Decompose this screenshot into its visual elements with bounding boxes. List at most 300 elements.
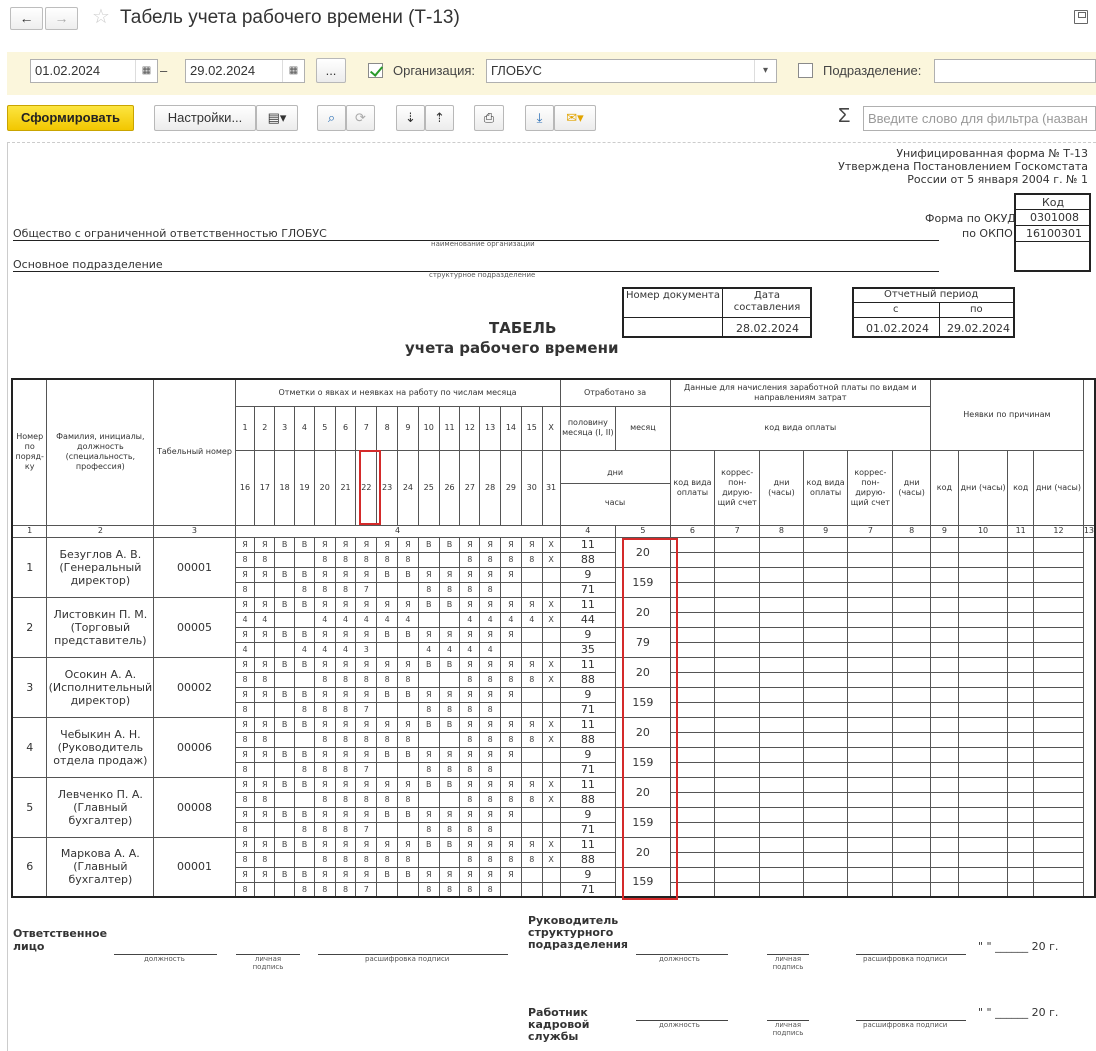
day-header: 19 bbox=[295, 450, 315, 525]
day-mark: 8 bbox=[314, 702, 335, 717]
day-mark: Я bbox=[314, 837, 335, 852]
day-mark: В bbox=[295, 597, 315, 612]
empty-cell bbox=[760, 627, 804, 642]
day-mark: В bbox=[439, 597, 460, 612]
day-mark: Я bbox=[377, 837, 398, 852]
day-mark bbox=[542, 702, 560, 717]
day-mark: Я bbox=[418, 867, 439, 882]
employee-num: 3 bbox=[12, 657, 47, 717]
empty-cell bbox=[931, 747, 959, 762]
period-from-label: с bbox=[893, 304, 899, 315]
day-mark: Я bbox=[335, 567, 356, 582]
empty-cell bbox=[1034, 552, 1084, 567]
day-mark: 8 bbox=[335, 672, 356, 687]
empty-cell bbox=[1034, 582, 1084, 597]
empty-cell bbox=[1008, 882, 1034, 897]
table-row bbox=[12, 837, 1095, 852]
header-days-hours bbox=[560, 450, 670, 525]
day-mark: Я bbox=[460, 597, 480, 612]
empty-cell bbox=[931, 717, 959, 732]
day-mark: 8 bbox=[460, 552, 480, 567]
day-header: 4 bbox=[295, 406, 315, 450]
caption-position: должность bbox=[659, 1021, 700, 1029]
empty-cell bbox=[715, 627, 760, 642]
empty-cell bbox=[1034, 837, 1084, 852]
day-mark: Я bbox=[398, 837, 419, 852]
sum-icon[interactable]: Σ bbox=[838, 105, 851, 127]
day-mark: 8 bbox=[295, 822, 315, 837]
header-marks: Отметки о явках и неявках на работу по числам месяца bbox=[235, 379, 560, 406]
empty-cell bbox=[958, 582, 1008, 597]
day-mark: Я bbox=[356, 597, 377, 612]
day-mark: 8 bbox=[377, 732, 398, 747]
empty-cell bbox=[803, 567, 848, 582]
day-mark: Я bbox=[235, 747, 255, 762]
day-mark bbox=[275, 762, 295, 777]
day-mark: 4 bbox=[480, 612, 501, 627]
day-mark bbox=[398, 582, 419, 597]
filter-search-input[interactable]: Введите слово для фильтра (назван bbox=[863, 106, 1096, 131]
day-mark: Я bbox=[255, 867, 275, 882]
colnum: 11 bbox=[1008, 525, 1034, 537]
empty-cell bbox=[958, 732, 1008, 747]
search-next-button[interactable] bbox=[346, 105, 375, 131]
department-select[interactable] bbox=[934, 59, 1096, 83]
day-header: 21 bbox=[335, 450, 356, 525]
empty-cell bbox=[1034, 702, 1084, 717]
favorite-star-icon[interactable]: ☆ bbox=[92, 6, 110, 28]
empty-cell bbox=[848, 717, 893, 732]
day-mark: Я bbox=[398, 717, 419, 732]
empty-cell bbox=[715, 837, 760, 852]
empty-cell bbox=[715, 687, 760, 702]
save-file-button[interactable] bbox=[525, 105, 554, 131]
date-template: " " ______ 20 г. bbox=[978, 940, 1059, 953]
empty-cell bbox=[760, 552, 804, 567]
send-email-button[interactable] bbox=[554, 105, 596, 131]
empty-cell bbox=[715, 537, 760, 552]
day-mark: 8 bbox=[460, 762, 480, 777]
day-mark bbox=[521, 702, 542, 717]
download-icon: ⤓ bbox=[536, 110, 543, 125]
day-mark: 8 bbox=[480, 582, 501, 597]
half-month-value: 71 bbox=[560, 582, 616, 597]
day-mark: Я bbox=[439, 747, 460, 762]
day-mark: 8 bbox=[235, 552, 255, 567]
half-month-value: 11 bbox=[560, 597, 616, 612]
day-mark: В bbox=[295, 537, 315, 552]
day-mark: Я bbox=[356, 837, 377, 852]
day-mark: 8 bbox=[335, 822, 356, 837]
day-mark: 8 bbox=[398, 732, 419, 747]
day-mark: 8 bbox=[255, 732, 275, 747]
header-abs-days: дни (часы) bbox=[1034, 450, 1084, 525]
half-month-value: 88 bbox=[560, 552, 616, 567]
day-mark: Я bbox=[314, 867, 335, 882]
day-mark: 8 bbox=[439, 702, 460, 717]
empty-cell bbox=[848, 777, 893, 792]
day-mark: 8 bbox=[501, 672, 522, 687]
day-mark bbox=[255, 882, 275, 897]
employee-name: Безуглов А. В. (Генеральный директор) bbox=[47, 537, 154, 597]
day-mark: Я bbox=[501, 597, 522, 612]
employee-name: Осокин А. А. (Исполнительный директор) bbox=[47, 657, 154, 717]
day-mark: Я bbox=[255, 657, 275, 672]
day-mark bbox=[542, 642, 560, 657]
day-mark: В bbox=[398, 567, 419, 582]
empty-cell bbox=[1034, 597, 1084, 612]
date-template: " " ______ 20 г. bbox=[978, 1006, 1059, 1019]
table-row bbox=[12, 657, 1095, 672]
day-mark: Я bbox=[377, 777, 398, 792]
day-mark bbox=[398, 702, 419, 717]
day-mark: Я bbox=[314, 747, 335, 762]
collapse-groups-button[interactable] bbox=[396, 105, 425, 131]
day-mark bbox=[542, 627, 560, 642]
day-mark: 8 bbox=[356, 732, 377, 747]
day-mark bbox=[295, 792, 315, 807]
day-mark: Я bbox=[418, 747, 439, 762]
day-mark: Я bbox=[501, 837, 522, 852]
empty-cell bbox=[803, 537, 848, 552]
day-mark: Я bbox=[255, 807, 275, 822]
empty-cell bbox=[715, 852, 760, 867]
empty-cell bbox=[1008, 867, 1034, 882]
empty-cell bbox=[931, 582, 959, 597]
empty-cell bbox=[958, 747, 1008, 762]
divider bbox=[1014, 241, 1091, 242]
day-mark: Я bbox=[335, 837, 356, 852]
day-mark: Я bbox=[255, 537, 275, 552]
caption-position: должность bbox=[144, 955, 185, 963]
day-mark: В bbox=[398, 687, 419, 702]
header-name: Фамилия, инициалы, должность (специальность, профессия) bbox=[47, 379, 154, 525]
empty-cell bbox=[715, 732, 760, 747]
save-icon[interactable] bbox=[1074, 10, 1088, 24]
day-mark bbox=[275, 642, 295, 657]
table-row bbox=[12, 537, 1095, 552]
department-checkbox[interactable] bbox=[798, 63, 813, 78]
day-mark: 4 bbox=[255, 612, 275, 627]
day-mark: В bbox=[275, 597, 295, 612]
day-mark bbox=[542, 807, 560, 822]
day-mark: 4 bbox=[398, 612, 419, 627]
day-header: 1 bbox=[235, 406, 255, 450]
empty-cell bbox=[958, 552, 1008, 567]
day-header: 2 bbox=[255, 406, 275, 450]
sort-asc-icon: ⇣ bbox=[405, 110, 416, 125]
calendar-icon[interactable]: ▦ bbox=[282, 60, 304, 82]
empty-cell bbox=[760, 867, 804, 882]
empty-cell bbox=[848, 732, 893, 747]
period-to: 29.02.2024 bbox=[947, 322, 1010, 335]
day-mark: Я bbox=[377, 717, 398, 732]
day-mark: Я bbox=[335, 597, 356, 612]
empty-cell bbox=[893, 597, 931, 612]
header-month: месяц bbox=[616, 406, 670, 450]
day-mark: В bbox=[418, 537, 439, 552]
divider bbox=[622, 317, 812, 318]
day-mark: 8 bbox=[314, 792, 335, 807]
period-select-button[interactable]: ... bbox=[316, 58, 346, 83]
search-button[interactable] bbox=[317, 105, 346, 131]
day-mark: 8 bbox=[418, 762, 439, 777]
dept-caption: структурное подразделение bbox=[429, 271, 536, 279]
header-worked: Отработано за bbox=[560, 379, 670, 406]
colnum: 12 bbox=[1034, 525, 1084, 537]
day-mark: Я bbox=[521, 717, 542, 732]
divider bbox=[722, 287, 723, 338]
day-mark bbox=[542, 882, 560, 897]
empty-cell bbox=[1034, 792, 1084, 807]
org-caption: наименование организации bbox=[431, 240, 535, 248]
day-mark bbox=[521, 687, 542, 702]
day-mark: В bbox=[377, 807, 398, 822]
day-mark: Я bbox=[501, 657, 522, 672]
day-mark: 8 bbox=[480, 792, 501, 807]
day-mark: Я bbox=[235, 627, 255, 642]
day-mark: Я bbox=[235, 657, 255, 672]
variants-menu-button[interactable] bbox=[256, 105, 298, 131]
empty-cell bbox=[715, 657, 760, 672]
day-mark: В bbox=[439, 717, 460, 732]
day-mark: X bbox=[542, 777, 560, 792]
empty-cell bbox=[1034, 747, 1084, 762]
highlight-day-22 bbox=[359, 450, 381, 525]
empty-cell bbox=[1034, 807, 1084, 822]
day-mark: Я bbox=[521, 777, 542, 792]
day-mark: Я bbox=[314, 657, 335, 672]
header-abs-code: код bbox=[1008, 450, 1034, 525]
colnum: 4 bbox=[235, 525, 560, 537]
empty-cell bbox=[893, 762, 931, 777]
day-mark: 8 bbox=[295, 702, 315, 717]
empty-cell bbox=[931, 612, 959, 627]
day-mark: 8 bbox=[439, 882, 460, 897]
day-mark: 8 bbox=[235, 852, 255, 867]
day-mark: X bbox=[542, 657, 560, 672]
settings-button[interactable]: Настройки... bbox=[154, 105, 256, 131]
day-mark: 8 bbox=[460, 822, 480, 837]
empty-cell bbox=[803, 717, 848, 732]
day-mark: 8 bbox=[314, 762, 335, 777]
organization-label: Организация: bbox=[393, 63, 476, 78]
day-header: 31 bbox=[542, 450, 560, 525]
expand-groups-button[interactable] bbox=[425, 105, 454, 131]
colnum: 2 bbox=[47, 525, 154, 537]
colnum: 5 bbox=[616, 525, 670, 537]
empty-cell bbox=[803, 687, 848, 702]
empty-cell bbox=[848, 837, 893, 852]
day-mark bbox=[255, 822, 275, 837]
empty-cell bbox=[958, 597, 1008, 612]
empty-cell bbox=[893, 537, 931, 552]
day-mark: X bbox=[542, 837, 560, 852]
day-mark bbox=[255, 762, 275, 777]
employee-tab: 00002 bbox=[154, 657, 235, 717]
day-mark: Я bbox=[501, 747, 522, 762]
day-mark: 4 bbox=[418, 642, 439, 657]
day-mark: 8 bbox=[460, 672, 480, 687]
date-from-field[interactable] bbox=[30, 59, 158, 83]
empty-cell bbox=[1008, 567, 1034, 582]
empty-cell bbox=[1008, 672, 1034, 687]
day-mark bbox=[521, 747, 542, 762]
day-mark: 8 bbox=[439, 822, 460, 837]
empty-cell bbox=[1034, 537, 1084, 552]
empty-cell bbox=[958, 537, 1008, 552]
month-days: 20 bbox=[616, 657, 670, 687]
colnum: 1 bbox=[12, 525, 47, 537]
day-header: 20 bbox=[314, 450, 335, 525]
organization-checkbox[interactable] bbox=[368, 63, 383, 78]
day-mark: Я bbox=[377, 537, 398, 552]
empty-cell bbox=[1034, 717, 1084, 732]
caption-decode: расшифровка подписи bbox=[365, 955, 450, 963]
day-mark: 8 bbox=[480, 882, 501, 897]
colnum: 8 bbox=[893, 525, 931, 537]
empty-cell bbox=[893, 837, 931, 852]
empty-cell bbox=[931, 537, 959, 552]
day-mark: 8 bbox=[521, 672, 542, 687]
day-mark: В bbox=[377, 627, 398, 642]
day-mark: Я bbox=[501, 807, 522, 822]
day-mark: 4 bbox=[314, 612, 335, 627]
empty-cell bbox=[715, 882, 760, 897]
day-mark: Я bbox=[460, 567, 480, 582]
day-mark: 7 bbox=[356, 882, 377, 897]
day-mark: 8 bbox=[521, 852, 542, 867]
day-mark: 7 bbox=[356, 582, 377, 597]
day-mark: 8 bbox=[335, 732, 356, 747]
day-mark: 8 bbox=[398, 672, 419, 687]
caption-signature: личная подпись bbox=[772, 955, 804, 971]
day-mark: Я bbox=[235, 567, 255, 582]
divider bbox=[852, 302, 1015, 303]
day-mark: Я bbox=[235, 717, 255, 732]
day-mark: 4 bbox=[295, 642, 315, 657]
month-days: 20 bbox=[616, 597, 670, 627]
day-mark: В bbox=[295, 687, 315, 702]
calendar-icon[interactable]: ▦ bbox=[135, 60, 157, 82]
day-mark bbox=[275, 552, 295, 567]
day-mark: Я bbox=[521, 837, 542, 852]
empty-cell bbox=[848, 747, 893, 762]
day-mark: Я bbox=[398, 537, 419, 552]
day-mark: В bbox=[275, 717, 295, 732]
day-mark bbox=[542, 582, 560, 597]
day-mark: 8 bbox=[314, 732, 335, 747]
empty-cell bbox=[893, 612, 931, 627]
print-button[interactable] bbox=[474, 105, 504, 131]
month-hours: 159 bbox=[616, 807, 670, 837]
day-mark bbox=[418, 552, 439, 567]
empty-cell bbox=[893, 732, 931, 747]
empty-cell bbox=[848, 672, 893, 687]
day-mark: Я bbox=[460, 747, 480, 762]
okud-label: Форма по ОКУД bbox=[925, 212, 1016, 225]
day-mark: Я bbox=[418, 687, 439, 702]
day-mark: В bbox=[439, 837, 460, 852]
title-bar bbox=[0, 0, 1096, 40]
day-mark: В bbox=[398, 747, 419, 762]
day-mark bbox=[418, 792, 439, 807]
day-mark: 8 bbox=[335, 762, 356, 777]
day-header: 6 bbox=[335, 406, 356, 450]
header-abs-code: код bbox=[931, 450, 959, 525]
empty-cell bbox=[848, 807, 893, 822]
colnum: 8 bbox=[760, 525, 804, 537]
header-pay: Данные для начисления заработной платы по видам и направлениям затрат bbox=[670, 379, 930, 406]
day-mark: Я bbox=[356, 807, 377, 822]
day-mark bbox=[521, 582, 542, 597]
day-mark: 8 bbox=[480, 732, 501, 747]
day-mark bbox=[501, 582, 522, 597]
day-header: 27 bbox=[460, 450, 480, 525]
day-mark: 4 bbox=[314, 642, 335, 657]
empty-cell bbox=[893, 642, 931, 657]
day-mark: 7 bbox=[356, 822, 377, 837]
form-line: Унифицированная форма № Т-13 bbox=[896, 147, 1088, 160]
day-mark bbox=[542, 747, 560, 762]
empty-cell bbox=[931, 837, 959, 852]
empty-cell bbox=[893, 702, 931, 717]
back-arrow-icon[interactable]: ← bbox=[10, 7, 43, 30]
day-mark: Я bbox=[235, 537, 255, 552]
generate-button[interactable]: Сформировать bbox=[7, 105, 134, 131]
day-mark: Я bbox=[335, 657, 356, 672]
day-mark: В bbox=[398, 807, 419, 822]
day-mark: 8 bbox=[460, 582, 480, 597]
day-mark: 8 bbox=[255, 552, 275, 567]
day-mark: 8 bbox=[480, 852, 501, 867]
day-mark bbox=[398, 882, 419, 897]
day-mark: 8 bbox=[314, 822, 335, 837]
empty-cell bbox=[958, 717, 1008, 732]
day-mark: Я bbox=[439, 807, 460, 822]
chevron-down-icon[interactable]: ▾ bbox=[754, 60, 776, 82]
day-mark: Я bbox=[356, 717, 377, 732]
day-mark: Я bbox=[356, 567, 377, 582]
day-mark bbox=[255, 642, 275, 657]
day-mark: Я bbox=[314, 627, 335, 642]
organization-select[interactable] bbox=[486, 59, 777, 83]
search-next-icon: ⟳ bbox=[355, 110, 366, 125]
date-to-field[interactable] bbox=[185, 59, 305, 83]
day-mark bbox=[377, 702, 398, 717]
day-mark: 8 bbox=[480, 702, 501, 717]
day-mark bbox=[501, 762, 522, 777]
day-mark: Я bbox=[460, 867, 480, 882]
report-variants-icon: ▤▾ bbox=[267, 110, 287, 125]
empty-cell bbox=[931, 777, 959, 792]
day-mark bbox=[275, 732, 295, 747]
empty-cell bbox=[848, 552, 893, 567]
day-mark bbox=[501, 882, 522, 897]
day-mark: 8 bbox=[235, 702, 255, 717]
empty-cell bbox=[1034, 852, 1084, 867]
day-mark: В bbox=[295, 717, 315, 732]
empty-cell bbox=[803, 552, 848, 567]
empty-cell bbox=[1034, 612, 1084, 627]
forward-arrow-icon[interactable]: → bbox=[45, 7, 78, 30]
half-month-value: 11 bbox=[560, 537, 616, 552]
empty-cell bbox=[1034, 657, 1084, 672]
day-mark: Я bbox=[460, 537, 480, 552]
day-header: 15 bbox=[521, 406, 542, 450]
day-mark: 8 bbox=[480, 762, 501, 777]
day-header: 7 bbox=[356, 406, 377, 450]
